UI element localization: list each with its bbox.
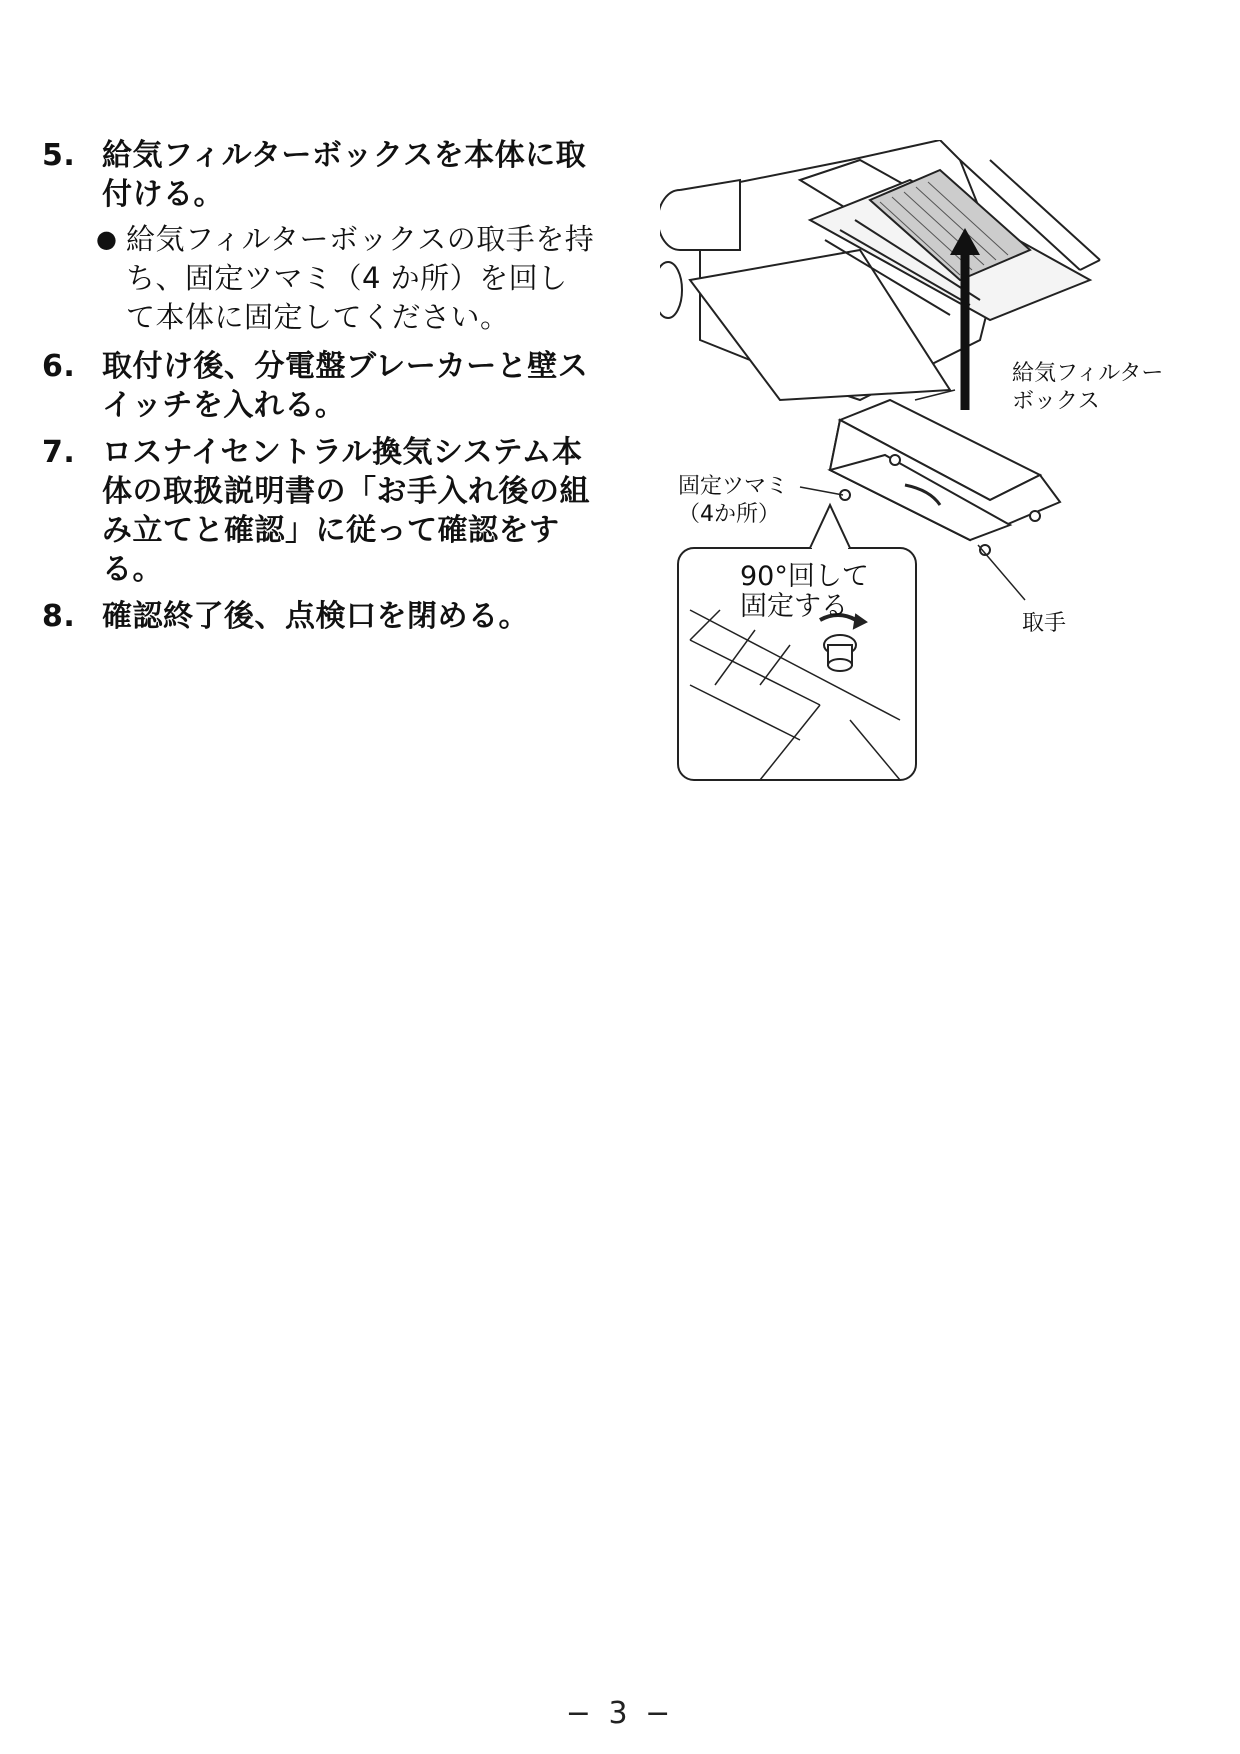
installation-illustration — [660, 140, 1200, 800]
step-6 — [36, 347, 596, 425]
step-text: 給気フィルターボックスを本体に取付ける。 — [102, 138, 587, 212]
installation-figure — [660, 140, 1200, 800]
instruction-list — [36, 136, 596, 644]
page-number: − 3 − — [565, 1696, 675, 1731]
step-number: 8. — [42, 599, 76, 634]
handle-label: 取手 — [1022, 611, 1067, 636]
bullet-icon: ● — [96, 225, 118, 253]
step-text: ロスナイセントラル換気システム本体の取扱説明書の「お手入れ後の組み立てと確認」に従って確認をする。 — [102, 435, 590, 587]
step-text: 取付け後、分電盤ブレーカーと壁スイッチを入れる。 — [102, 349, 589, 423]
note-text: 給気フィルターボックスの取手を持ち、固定ツマミ（4 か所）を回して本体に固定してください。 — [126, 222, 595, 334]
detail-callout — [678, 505, 916, 780]
step-text: 確認終了後、点検口を閉める。 — [102, 599, 529, 634]
filter-box-illustration — [830, 400, 1060, 555]
step-8 — [36, 597, 596, 636]
step-7 — [36, 433, 596, 589]
step-number: 7. — [42, 435, 76, 470]
step-number: 6. — [42, 349, 76, 384]
filter-box-label: 給気フィルター ボックス — [1012, 361, 1164, 414]
step-5 — [36, 136, 596, 214]
knob-label: 固定ツマミ （4か所） — [678, 474, 789, 527]
step-number: 5. — [42, 138, 76, 173]
step-5-note — [96, 220, 596, 337]
detail-label: 90°回して 固定する — [740, 561, 869, 622]
